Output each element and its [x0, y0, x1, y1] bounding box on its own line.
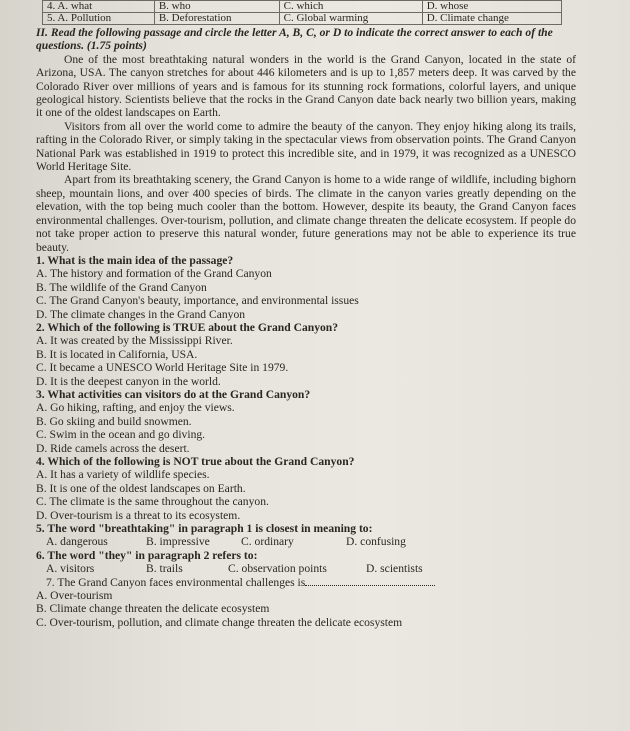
section-instruction: II. Read the following passage and circle the letter A, B, C, or D to indicate the correct answer to each of the questions. (1.75 points) — [36, 26, 553, 53]
option-4c[interactable]: C. The climate is the same throughout the canyon. — [36, 495, 269, 509]
question-1: 1. What is the main idea of the passage? — [36, 253, 234, 267]
passage-paragraph-2: Visitors from all over the world come to admire the beauty of the canyon. They enjoy hiking along its trails, rafting in the Colorado River, or simply taking in the spectacular views from observation points. The Grand Canyon National Park was established in 1919 to protect this incredible site, and in 1979, it was recognized as a UNESCO World Heritage Site. — [36, 119, 576, 174]
option-5b[interactable]: B. impressive — [146, 535, 210, 549]
option-3c[interactable]: C. Swim in the ocean and go diving. — [36, 428, 206, 442]
question-7 — [46, 576, 576, 589]
option-4b[interactable]: B. It is one of the oldest landscapes on Earth. — [36, 481, 246, 495]
table-row — [43, 1, 562, 13]
table-cell: B. who — [154, 1, 279, 13]
option-1a[interactable]: A. The history and formation of the Grand Canyon — [36, 267, 272, 281]
option-1c[interactable]: C. The Grand Canyon's beauty, importance, and environmental issues — [36, 294, 359, 308]
option-4a[interactable]: A. It has a variety of wildlife species. — [36, 468, 210, 482]
option-6b[interactable]: B. trails — [146, 562, 183, 576]
question-6: 6. The word "they" in paragraph 2 refers to: — [36, 548, 258, 562]
question-3: 3. What activities can visitors do at the Grand Canyon? — [36, 387, 311, 401]
question-5-options — [46, 535, 576, 548]
table-cell: D. whose — [422, 1, 561, 13]
question-7-text: 7. The Grand Canyon faces environmental challenges is — [46, 575, 306, 589]
option-2d[interactable]: D. It is the deepest canyon in the world. — [36, 374, 221, 388]
option-5d[interactable]: D. confusing — [346, 535, 406, 549]
answer-blank[interactable] — [305, 576, 435, 586]
option-7c[interactable]: C. Over-tourism, pollution, and climate change threaten the delicate ecosystem — [36, 615, 403, 629]
option-2c[interactable]: C. It became a UNESCO World Heritage Site in 1979. — [36, 361, 289, 375]
option-2a[interactable]: A. It was created by the Mississippi River. — [36, 334, 233, 348]
table-cell: B. Deforestation — [154, 13, 279, 25]
option-6c[interactable]: C. observation points — [228, 562, 327, 576]
option-6d[interactable]: D. scientists — [366, 562, 423, 576]
question-6-options — [46, 562, 576, 575]
table-cell: 4. A. what — [43, 1, 155, 13]
table-cell: C. which — [279, 1, 422, 13]
answer-options-table — [42, 0, 562, 25]
table-cell: C. Global warming — [279, 13, 422, 25]
option-1b[interactable]: B. The wildlife of the Grand Canyon — [36, 280, 207, 294]
option-3d[interactable]: D. Ride camels across the desert. — [36, 441, 190, 455]
question-4: 4. Which of the following is NOT true about the Grand Canyon? — [36, 455, 355, 468]
option-5a[interactable]: A. dangerous — [46, 535, 108, 549]
table-cell: D. Climate change — [422, 13, 561, 25]
option-3a[interactable]: A. Go hiking, rafting, and enjoy the views. — [36, 401, 235, 415]
table-cell: 5. A. Pollution — [43, 13, 155, 25]
option-6a[interactable]: A. visitors — [46, 562, 95, 576]
option-7a[interactable]: A. Over-tourism — [36, 589, 113, 603]
question-2: 2. Which of the following is TRUE about the Grand Canyon? — [36, 320, 339, 334]
option-7b[interactable]: B. Climate change threaten the delicate ecosystem — [36, 602, 270, 616]
option-1d[interactable]: D. The climate changes in the Grand Canyon — [36, 307, 246, 321]
option-4d[interactable]: D. Over-tourism is a threat to its ecosystem. — [36, 508, 241, 522]
table-row — [43, 13, 562, 25]
option-3b[interactable]: B. Go skiing and build snowmen. — [36, 414, 192, 428]
option-5c[interactable]: C. ordinary — [241, 535, 294, 549]
option-2b[interactable]: B. It is located in California, USA. — [36, 347, 198, 361]
passage-paragraph-1: One of the most breathtaking natural wonders in the world is the Grand Canyon, located in the state of Arizona, USA. The canyon stretches for about 446 kilometers and is up to 1,857 meters deep. It was carved by the Colorado River over millions of years and is famous for its stunning rock formations, colorful layers, and unique geological history. Scientists believe that the rocks in the Grand Canyon date back nearly two billion years, making it one of the oldest landscapes on Earth. — [36, 52, 576, 120]
reading-section — [36, 26, 576, 629]
question-5: 5. The word "breathtaking" in paragraph 1 is closest in meaning to: — [36, 522, 373, 536]
passage-paragraph-3: Apart from its breathtaking scenery, the Grand Canyon is home to a wide range of wildlife, including bighorn sheep, mountain lions, and over 400 species of birds. The climate in the canyon varies greatly depending on the elevation, with the top being much cooler than the bottom. However, despite its beauty, the Grand Canyon faces environmental challenges. Over-tourism, pollution, and climate change threaten the delicate ecosystem. If people do not take proper action to preserve this natural wonder, future generations may not be able to experience its true beauty. — [36, 173, 576, 254]
